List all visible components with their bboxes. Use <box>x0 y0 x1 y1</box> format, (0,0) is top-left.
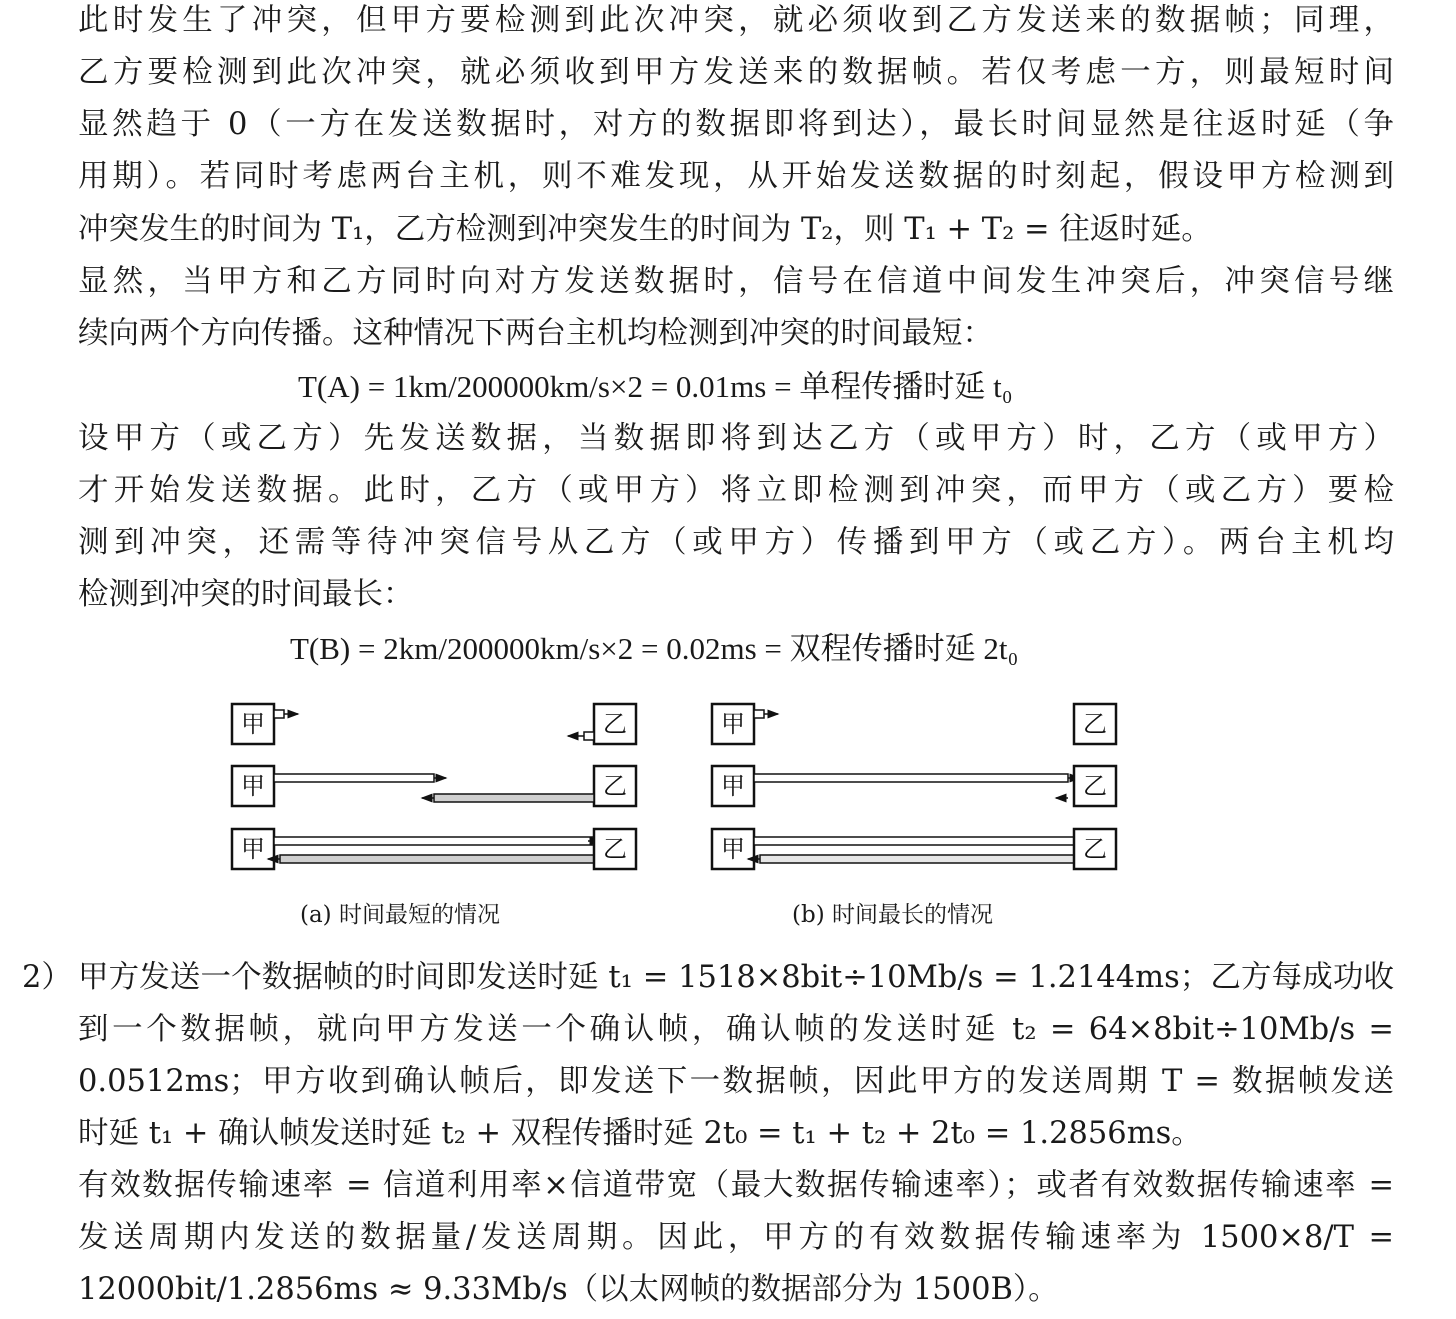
host-a-box <box>712 766 754 806</box>
host-a-box <box>232 766 274 806</box>
text-line: 有效数据传输速率 = 信道利用率×信道带宽（最大数据传输速率）；或者有效数据传输速率 = <box>78 1168 1394 1203</box>
text-line: 乙方要检测到此次冲突，就必须收到甲方发送来的数据帧。若仅考虑一方，则最短时间 <box>78 55 1394 90</box>
host-a-box <box>232 829 274 869</box>
host-b-box <box>594 704 636 744</box>
text-line: 此时发生了冲突，但甲方要检测到此次冲突，就必须收到乙方发送来的数据帧；同理， <box>78 3 1394 38</box>
formula-b: T(B) = 2km/200000km/s×2 = 0.02ms = 双程传播时延 2t₀ <box>290 631 1019 666</box>
host-b-box <box>594 766 636 806</box>
svg-text:乙: 乙 <box>1083 835 1107 863</box>
host-a-box <box>232 704 274 744</box>
svg-text:甲: 甲 <box>721 772 745 800</box>
host-a-box <box>712 704 754 744</box>
host-a-box <box>712 829 754 869</box>
text-line: 用期）。若同时考虑两台主机，则不难发现，从开始发送数据的时刻起，假设甲方检测到 <box>78 159 1394 194</box>
list-number: 2） <box>22 960 72 995</box>
host-b-box <box>1074 704 1116 744</box>
text-line: 0.0512ms；甲方收到确认帧后，即发送下一数据帧，因此甲方的发送周期 T = 数据帧发送 <box>78 1064 1394 1099</box>
svg-text:甲: 甲 <box>721 835 745 863</box>
host-b-box <box>1074 829 1116 869</box>
text-line: 甲方发送一个数据帧的时间即发送时延 t₁ = 1518×8bit÷10Mb/s = 1.2144ms；乙方每成功收 <box>78 960 1394 995</box>
host-b-box <box>1074 766 1116 806</box>
text-line: 显然，当甲方和乙方同时向对方发送数据时，信号在信道中间发生冲突后，冲突信号继 <box>78 264 1394 299</box>
formula-a: T(A) = 1km/200000km/s×2 = 0.01ms = 单程传播时延 t₀ <box>298 369 1013 404</box>
text-line: 12000bit/1.2856ms ≈ 9.33Mb/s（以太网帧的数据部分为 1500B）。 <box>78 1272 1059 1307</box>
text-line: 续向两个方向传播。这种情况下两台主机均检测到冲突的时间最短： <box>78 316 993 351</box>
text-line: 时延 t₁ + 确认帧发送时延 t₂ + 双程传播时延 2t₀ = t₁ + t₂ + 2t₀ = 1.2856ms。 <box>78 1116 1202 1151</box>
collision-diagram <box>200 690 1140 890</box>
text-line: 检测到冲突的时间最长： <box>78 577 414 612</box>
svg-text:乙: 乙 <box>603 835 627 863</box>
text-line: 冲突发生的时间为 T₁，乙方检测到冲突发生的时间为 T₂，则 T₁ + T₂ = 往返时延。 <box>78 212 1212 247</box>
svg-text:乙: 乙 <box>603 772 627 800</box>
host-b-box <box>594 829 636 869</box>
figure-caption-b: (b) 时间最长的情况 <box>792 902 993 928</box>
text-line: 设甲方（或乙方）先发送数据，当数据即将到达乙方（或甲方）时，乙方（或甲方） <box>78 421 1394 456</box>
svg-text:乙: 乙 <box>1083 772 1107 800</box>
figure-caption-a: (a) 时间最短的情况 <box>300 902 500 928</box>
text-line: 测到冲突，还需等待冲突信号从乙方（或甲方）传播到甲方（或乙方）。两台主机均 <box>78 525 1394 560</box>
text-line: 到一个数据帧，就向甲方发送一个确认帧，确认帧的发送时延 t₂ = 64×8bit÷10Mb/s = <box>78 1012 1394 1047</box>
svg-text:甲: 甲 <box>241 835 265 863</box>
text-line: 才开始发送数据。此时，乙方（或甲方）将立即检测到冲突，而甲方（或乙方）要检 <box>78 473 1394 508</box>
svg-text:乙: 乙 <box>1083 710 1107 738</box>
text-line: 发送周期内发送的数据量/发送周期。因此，甲方的有效数据传输速率为 1500×8/T = <box>78 1220 1394 1255</box>
svg-text:甲: 甲 <box>241 772 265 800</box>
svg-text:乙: 乙 <box>603 710 627 738</box>
text-line: 显然趋于 0（一方在发送数据时，对方的数据即将到达），最长时间显然是往返时延（争 <box>78 107 1394 142</box>
svg-text:甲: 甲 <box>241 710 265 738</box>
svg-text:甲: 甲 <box>721 710 745 738</box>
